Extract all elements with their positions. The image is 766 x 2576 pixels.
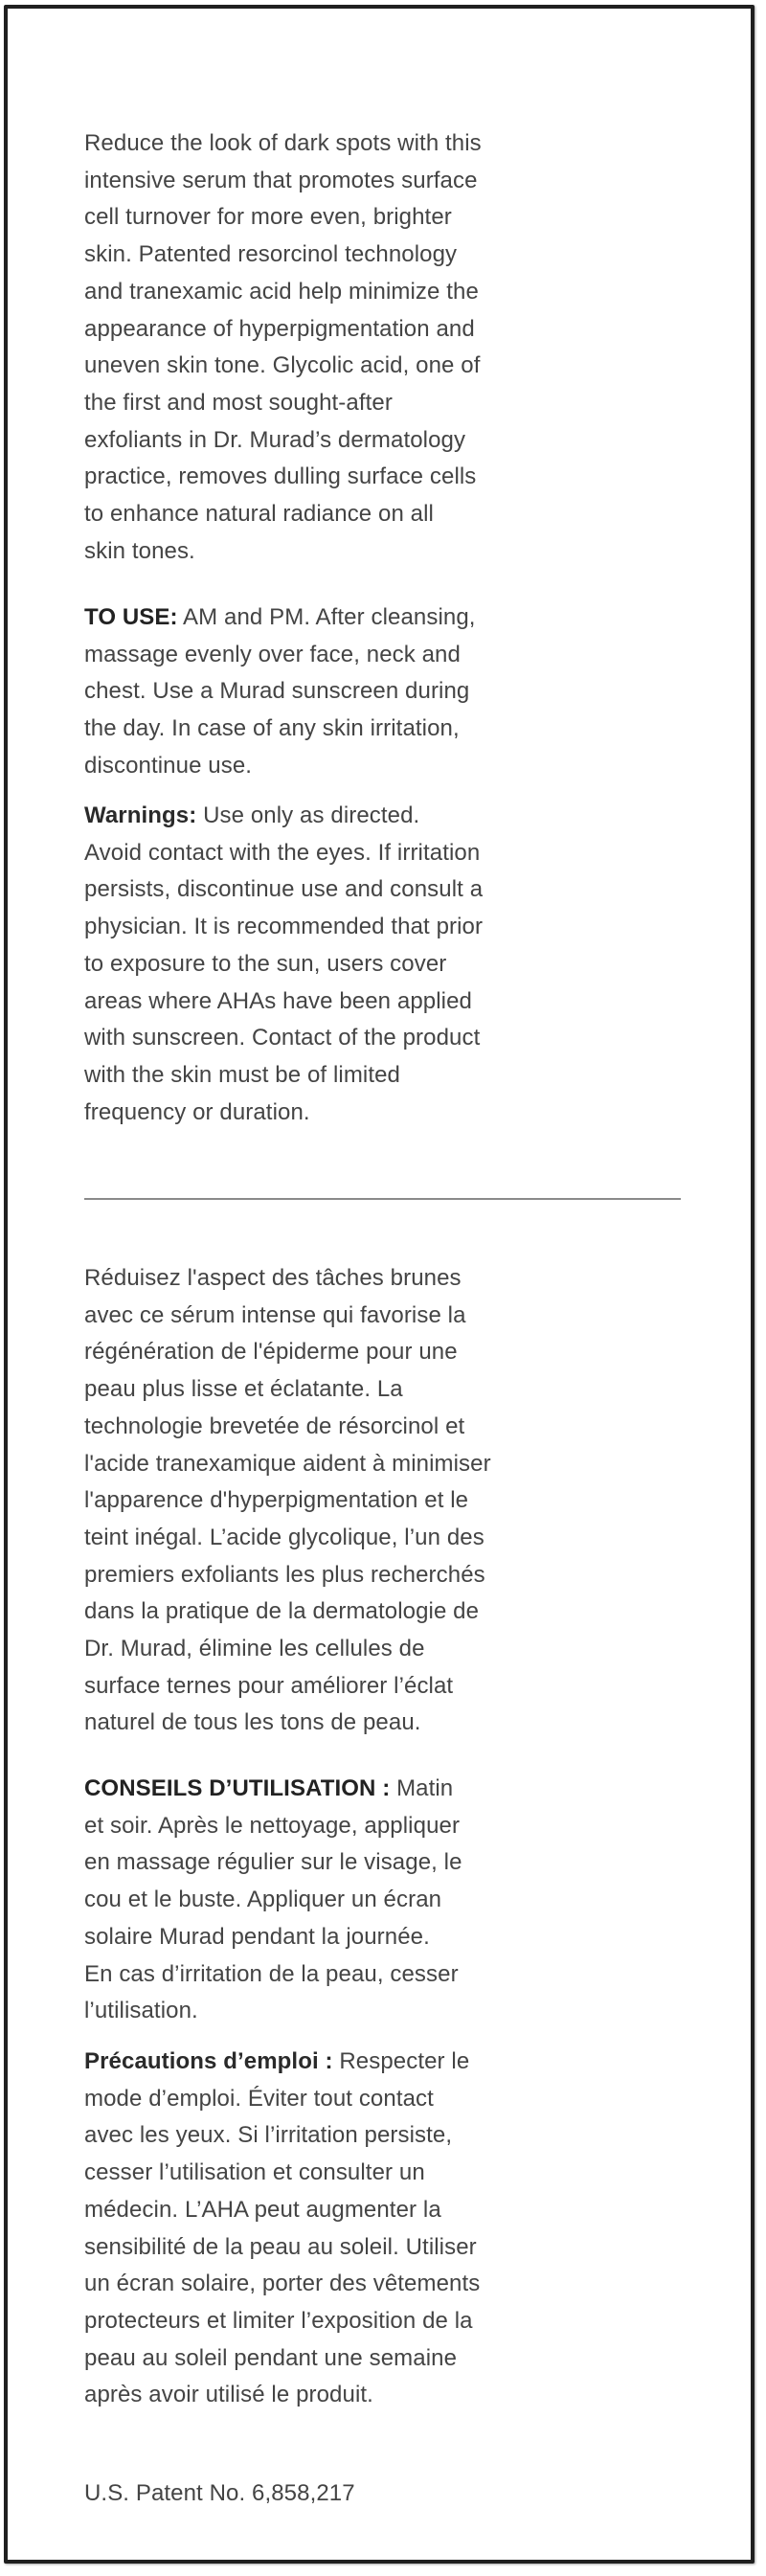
conseils-label: CONSEILS D’UTILISATION : (84, 1775, 391, 1801)
text-line: en massage régulier sur le visage, le (84, 1849, 462, 1876)
text-line: avec les yeux. Si l’irritation persiste, (84, 2122, 453, 2149)
text-line: practice, removes dulling surface cells (84, 463, 477, 490)
text-line: uneven skin tone. Glycolic acid, one of (84, 352, 481, 379)
precautions-text: Respecter le (332, 2048, 470, 2074)
text-line: skin. Patented resorcinol technology (84, 241, 458, 268)
precautions-label: Précautions d’emploi : (84, 2048, 333, 2074)
english-warnings (84, 798, 697, 1131)
text-line (84, 2044, 697, 2081)
text-line: peau plus lisse et éclatante. La (84, 1376, 403, 1403)
text-line: mode d’emploi. Éviter tout contact (84, 2085, 434, 2112)
text-line: Avoid contact with the eyes. If irritation (84, 839, 481, 866)
text-line: Dr. Murad, élimine les cellules de (84, 1636, 425, 1662)
text-line: chest. Use a Murad sunscreen during (84, 678, 470, 705)
text-line: discontinue use. (84, 752, 253, 779)
text-line: areas where AHAs have been applied (84, 987, 473, 1014)
text-line: to exposure to the sun, users cover (84, 950, 447, 977)
text-line: intensive serum that promotes surface (84, 167, 478, 193)
text-line: skin tones. (84, 537, 195, 564)
text-line: teint inégal. L’acide glycolique, l’un des (84, 1524, 484, 1550)
text-line: technologie brevetée de résorcinol et (84, 1412, 465, 1439)
conseils-text: Matin (390, 1775, 454, 1801)
text-line (84, 1771, 697, 1808)
text-line: peau au soleil pendant une semaine (84, 2344, 458, 2371)
text-line: avec ce sérum intense qui favorise la (84, 1301, 466, 1328)
text-line: surface ternes pour améliorer l’éclat (84, 1672, 454, 1699)
text-line: cou et le buste. Appliquer un écran (84, 1887, 442, 1913)
to-use-text: AM and PM. After cleansing, (177, 604, 476, 630)
text-line: physician. It is recommended that prior (84, 914, 484, 940)
text-line: sensibilité de la peau au soleil. Utiliser (84, 2233, 477, 2260)
text-line: protecteurs et limiter l’exposition de la (84, 2307, 473, 2334)
text-line: Reduce the look of dark spots with this (84, 130, 482, 156)
text-line: un écran solaire, porter des vêtements (84, 2271, 481, 2297)
text-line: exfoliants in Dr. Murad’s dermatology (84, 426, 466, 453)
text-line: massage evenly over face, neck and (84, 641, 461, 667)
text-line: dans la pratique de la dermatologie de (84, 1598, 480, 1625)
text-line (84, 798, 697, 835)
english-to-use (84, 599, 697, 785)
patent-notice (84, 2475, 697, 2513)
english-description (84, 125, 697, 570)
text-line: l'apparence d'hyperpigmentation et le (84, 1487, 469, 1514)
text-line: solaire Murad pendant la journée. (84, 1923, 430, 1950)
text-line: the first and most sought-after (84, 389, 393, 416)
text-line: Réduisez l'aspect des tâches brunes (84, 1265, 462, 1291)
text-line: naturel de tous les tons de peau. (84, 1709, 421, 1736)
text-line: l'acide tranexamique aident à minimiser (84, 1450, 491, 1477)
french-precautions (84, 2044, 697, 2414)
text-line: the day. In case of any skin irritation, (84, 715, 460, 742)
text-line: premiers exfoliants les plus recherchés (84, 1561, 485, 1588)
text-line: En cas d’irritation de la peau, cesser (84, 1960, 459, 1987)
french-description (84, 1260, 697, 1742)
warnings-label: Warnings: (84, 802, 197, 828)
text-line: après avoir utilisé le produit. (84, 2382, 373, 2408)
text-line: médecin. L’AHA peut augmenter la (84, 2196, 441, 2223)
text-line: and tranexamic acid help minimize the (84, 278, 479, 305)
patent-number: U.S. Patent No. 6,858,217 (84, 2480, 355, 2506)
text-line: with the skin must be of limited (84, 1061, 401, 1088)
to-use-label: TO USE: (84, 604, 178, 630)
warnings-text: Use only as directed. (196, 802, 420, 828)
text-line: cell turnover for more even, brighter (84, 204, 452, 231)
text-line: to enhance natural radiance on all (84, 501, 434, 528)
text-line: l’utilisation. (84, 1998, 198, 2024)
french-conseils (84, 1771, 697, 2030)
section-divider (84, 1198, 681, 1200)
text-line: with sunscreen. Contact of the product (84, 1025, 481, 1051)
text-line: persists, discontinue use and consult a (84, 876, 484, 903)
text-line: et soir. Après le nettoyage, appliquer (84, 1812, 461, 1839)
text-line: frequency or duration. (84, 1098, 310, 1125)
text-line: régénération de l'épiderme pour une (84, 1339, 458, 1366)
text-line (84, 599, 697, 637)
text-line: cesser l’utilisation et consulter un (84, 2159, 425, 2186)
text-line: appearance of hyperpigmentation and (84, 315, 475, 342)
